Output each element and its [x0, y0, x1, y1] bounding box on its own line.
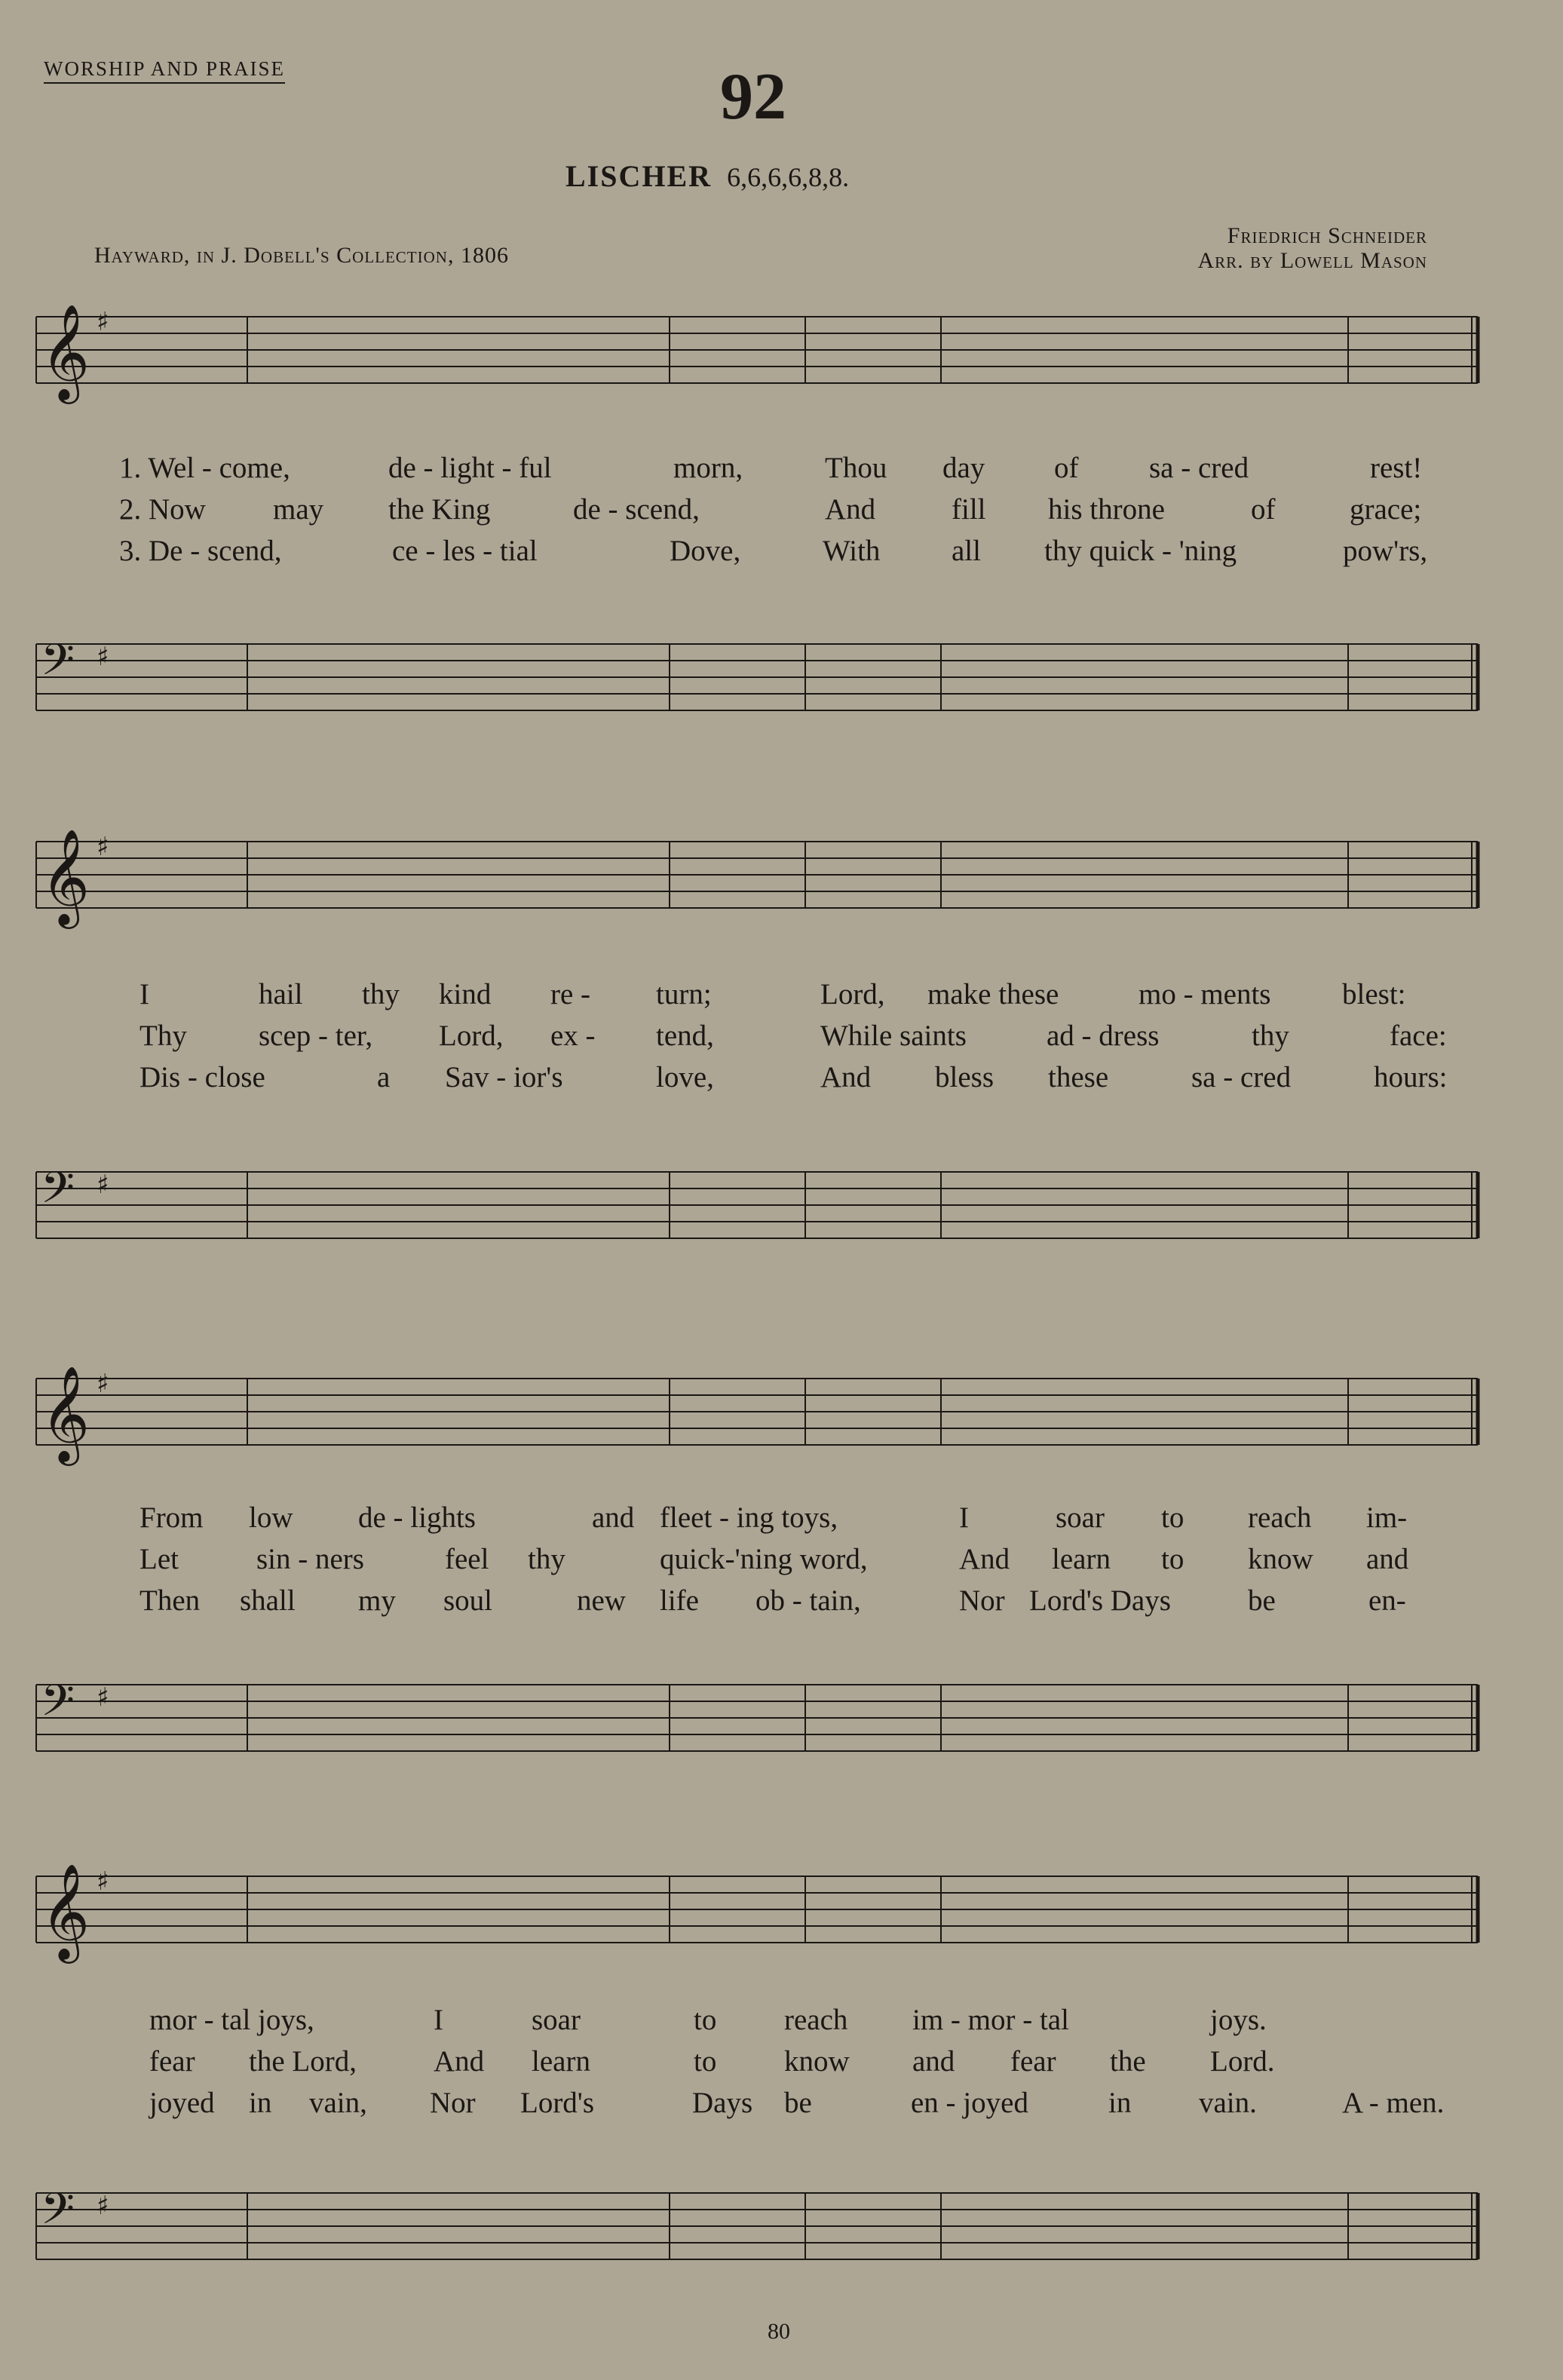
lyric-line: With	[823, 535, 881, 567]
lyric-line: morn,	[673, 452, 743, 484]
lyric-line: And	[820, 1061, 872, 1093]
lyric-line: of	[1054, 452, 1079, 484]
lyric-line: re -	[550, 978, 591, 1011]
page-number: 80	[768, 2319, 790, 2344]
lyric-line: vain.	[1199, 2087, 1257, 2119]
lyric-line: learn	[532, 2045, 590, 2078]
lyric-line: ex -	[550, 1020, 596, 1052]
lyric-line: be	[1248, 1584, 1276, 1617]
lyric-line: shall	[240, 1584, 296, 1617]
lyric-line: hail	[259, 978, 303, 1011]
lyric-line: Lord's Days	[1029, 1584, 1171, 1617]
key-signature-sharp-icon: ♯	[97, 2191, 109, 2221]
lyric-line: 3. De - scend,	[119, 535, 282, 567]
lyric-line: joys.	[1210, 2004, 1267, 2036]
lyric-line: low	[249, 1501, 293, 1534]
key-signature-sharp-icon: ♯	[97, 1866, 109, 1897]
lyric-line: thy	[1252, 1020, 1289, 1052]
lyric-line: new	[577, 1584, 626, 1617]
lyric-line: fear	[1010, 2045, 1056, 2078]
lyric-line: quick-'ning word,	[660, 1543, 868, 1575]
lyric-line: pow'rs,	[1343, 535, 1428, 567]
lyric-line: And	[434, 2045, 485, 2078]
key-signature-sharp-icon: ♯	[97, 1369, 109, 1399]
lyric-line: ce - les - tial	[392, 535, 538, 567]
treble-staff	[36, 303, 1478, 400]
bass-staff	[36, 1675, 1478, 1757]
lyric-line: life	[660, 1584, 699, 1617]
lyric-line: sa - cred	[1191, 1061, 1292, 1093]
lyric-line: to	[694, 2004, 717, 2036]
lyric-line: Days	[692, 2087, 753, 2119]
lyric-line: kind	[439, 978, 492, 1011]
words-credit: Hayward, in J. Dobell's Collection, 1806	[94, 243, 509, 268]
lyric-line: ad - dress	[1047, 1020, 1160, 1052]
lyric-line: en - joyed	[911, 2087, 1028, 2119]
lyric-line: his throne	[1048, 493, 1165, 526]
lyric-line: de - light - ful	[388, 452, 552, 484]
lyric-line: be	[784, 2087, 812, 2119]
treble-staff	[36, 828, 1478, 925]
key-signature-sharp-icon: ♯	[97, 307, 109, 337]
lyric-line: thy	[528, 1543, 565, 1575]
lyric-line: reach	[1248, 1501, 1312, 1534]
lyric-line: know	[784, 2045, 850, 2078]
section-title: WORSHIP AND PRAISE	[44, 57, 285, 84]
lyric-line: grace;	[1350, 493, 1422, 526]
lyric-line: soar	[1056, 1501, 1105, 1534]
lyric-line: Lord,	[439, 1020, 504, 1052]
lyric-line: de - scend,	[573, 493, 700, 526]
bass-staff	[36, 2183, 1478, 2265]
arranger: Arr. by Lowell Mason	[1197, 248, 1427, 273]
hymn-number: 92	[720, 60, 786, 133]
lyric-line: Thou	[825, 452, 887, 484]
lyric-line: Dis - close	[139, 1061, 265, 1093]
lyric-line: bless	[935, 1061, 994, 1093]
lyric-line: fleet - ing toys,	[660, 1501, 838, 1534]
lyric-line: in	[1108, 2087, 1132, 2119]
lyric-line: reach	[784, 2004, 848, 2036]
lyric-line: of	[1251, 493, 1276, 526]
lyric-line: and	[1366, 1543, 1409, 1575]
lyric-line: in	[249, 2087, 272, 2119]
lyric-line: Thy	[139, 1020, 187, 1052]
lyric-line: joyed	[149, 2087, 215, 2119]
lyric-line: Lord.	[1210, 2045, 1275, 2078]
lyric-line: en-	[1368, 1584, 1406, 1617]
lyric-line: these	[1048, 1061, 1109, 1093]
lyric-line: my	[358, 1584, 396, 1617]
lyric-line: soar	[532, 2004, 581, 2036]
lyric-line: thy	[362, 978, 400, 1011]
lyric-line: 2. Now	[119, 493, 206, 526]
tune-heading	[565, 158, 849, 194]
lyric-line: fill	[952, 493, 986, 526]
lyric-line: the Lord,	[249, 2045, 357, 2078]
music-credits	[1198, 223, 1428, 273]
lyric-line: hours:	[1374, 1061, 1448, 1093]
lyric-line: im-	[1366, 1501, 1408, 1534]
bass-clef-icon: 𝄢	[41, 1162, 75, 1224]
lyric-line: A - men.	[1342, 2087, 1445, 2119]
lyric-line: blest:	[1342, 978, 1406, 1011]
meter: 6,6,6,6,8,8.	[727, 162, 850, 192]
treble-clef-icon: 𝄞	[41, 1863, 90, 1959]
lyric-line: Nor	[959, 1584, 1005, 1617]
lyric-line: to	[1161, 1543, 1185, 1575]
lyric-line: may	[273, 493, 324, 526]
lyric-line: mor - tal joys,	[149, 2004, 314, 2036]
lyric-line: While saints	[820, 1020, 967, 1052]
treble-clef-icon: 𝄞	[41, 1365, 90, 1461]
lyric-line: make these	[927, 978, 1059, 1011]
lyric-line: rest!	[1370, 452, 1423, 484]
lyric-line: learn	[1052, 1543, 1111, 1575]
lyric-line: im - mor - tal	[912, 2004, 1069, 2036]
lyric-line: Sav - ior's	[445, 1061, 563, 1093]
key-signature-sharp-icon: ♯	[97, 1170, 109, 1200]
lyric-line: mo - ments	[1139, 978, 1271, 1011]
lyric-line: I	[959, 1501, 969, 1534]
lyric-line: and	[592, 1501, 635, 1534]
lyric-line: Then	[139, 1584, 201, 1617]
lyric-line: tend,	[656, 1020, 714, 1052]
lyric-line: Lord's	[520, 2087, 595, 2119]
lyric-line: the King	[388, 493, 491, 526]
treble-staff	[36, 1365, 1478, 1461]
key-signature-sharp-icon: ♯	[97, 642, 109, 672]
lyric-line: all	[952, 535, 981, 567]
lyric-line: Lord,	[820, 978, 885, 1011]
bass-clef-icon: 𝄢	[41, 1675, 75, 1737]
lyric-line: And	[959, 1543, 1010, 1575]
bass-staff	[36, 1162, 1478, 1244]
lyric-line: I	[139, 978, 149, 1011]
bass-staff	[36, 634, 1478, 716]
composer: Friedrich Schneider	[1227, 223, 1427, 248]
lyric-line: Dove,	[670, 535, 741, 567]
lyric-line: I	[434, 2004, 443, 2036]
key-signature-sharp-icon: ♯	[97, 832, 109, 862]
lyric-line: and	[912, 2045, 955, 2078]
lyric-line: know	[1248, 1543, 1313, 1575]
bass-clef-icon: 𝄢	[41, 2183, 75, 2245]
lyric-line: scep - ter,	[259, 1020, 373, 1052]
treble-clef-icon: 𝄞	[41, 828, 90, 925]
lyric-line: thy quick - 'ning	[1044, 535, 1237, 567]
treble-staff	[36, 1863, 1478, 1959]
lyric-line: sa - cred	[1149, 452, 1249, 484]
lyric-line: From	[139, 1501, 204, 1534]
lyric-line: ob - tain,	[755, 1584, 861, 1617]
lyric-line: And	[825, 493, 876, 526]
lyric-line: feel	[445, 1543, 489, 1575]
treble-clef-icon: 𝄞	[41, 303, 90, 400]
tune-name: LISCHER	[565, 159, 713, 193]
lyric-line: de - lights	[358, 1501, 476, 1534]
lyric-line: sin - ners	[256, 1543, 364, 1575]
lyric-line: Nor	[430, 2087, 476, 2119]
lyric-line: turn;	[656, 978, 712, 1011]
lyric-line: the	[1110, 2045, 1146, 2078]
lyric-line: a	[377, 1061, 391, 1093]
lyric-line: fear	[149, 2045, 195, 2078]
bass-clef-icon: 𝄢	[41, 634, 75, 696]
lyric-line: soul	[443, 1584, 493, 1617]
lyric-line: vain,	[309, 2087, 367, 2119]
lyric-line: day	[942, 452, 985, 484]
lyric-line: to	[694, 2045, 717, 2078]
lyric-line: 1. Wel - come,	[119, 452, 290, 484]
lyric-line: to	[1161, 1501, 1185, 1534]
lyric-line: love,	[656, 1061, 714, 1093]
key-signature-sharp-icon: ♯	[97, 1682, 109, 1713]
lyric-line: Let	[139, 1543, 179, 1575]
lyric-line: face:	[1390, 1020, 1447, 1052]
